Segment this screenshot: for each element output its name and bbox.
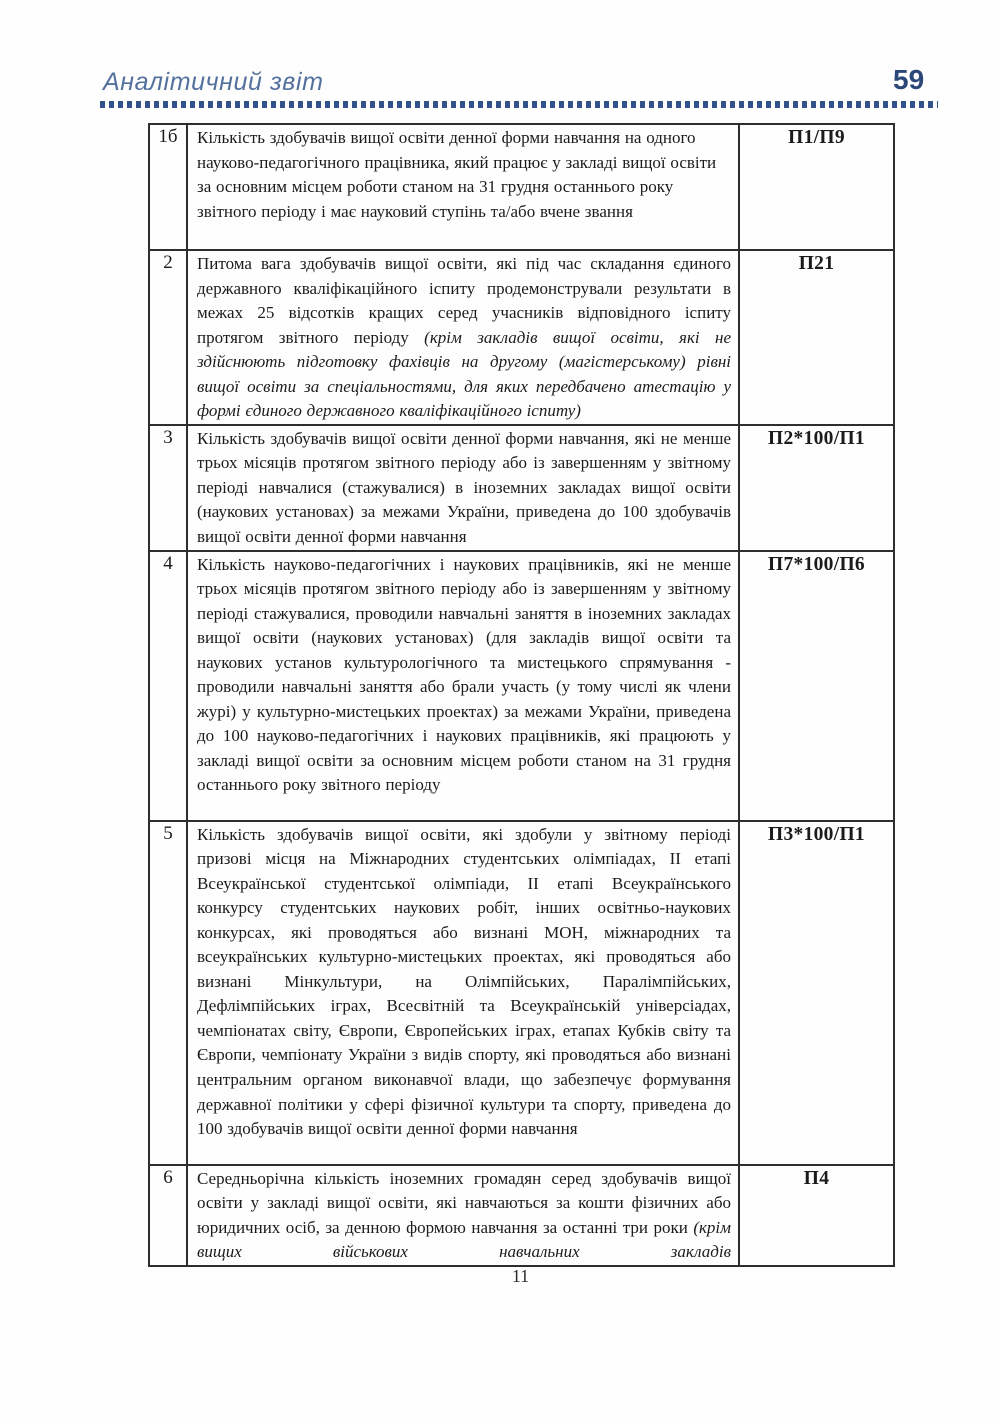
table-row bbox=[149, 425, 894, 551]
row-formula: П1/П9 bbox=[739, 124, 894, 250]
row-number: 4 bbox=[149, 551, 187, 821]
table-row bbox=[149, 821, 894, 1165]
row-description bbox=[187, 551, 739, 821]
description-italic-text: (крім закладів вищої освіти, які не здійснюють підготовку фахівців на другому (магістерському) рівні вищої освіти за спеціальностями, для яких передбачено атестацію у формі єдиного державного кваліфікаційного іспиту) bbox=[197, 327, 732, 421]
table-row bbox=[149, 250, 894, 425]
description-text: Кількість здобувачів вищої освіти денної форми навчання, які не менше трьох місяців протягом звітного періоду або із завершенням у звітному періоді навчалися (стажувалися) в іноземних закладах вищої освіти (наукових установах) за межами України, приведена до 100 здобувачів вищої освіти денної форми навчання bbox=[197, 428, 731, 547]
row-description bbox=[187, 821, 739, 1165]
description-text: Питома вага здобувачів вищої освіти, які під час складання єдиного державного кваліфікаційного іспиту продемонстрували результати в межах 25 відсотків кращих серед учасників відповідного іспиту протягом звітного періоду bbox=[197, 254, 731, 347]
row-number: 5 bbox=[149, 821, 187, 1165]
description-text: Кількість здобувачів вищої освіти денної форми навчання на одного науково-педагогічного працівника, який працює у закладі вищої освіти за основним місцем роботи станом на 31 грудня останнього року звітного періоду і має науковий ступінь та/або вчене звання bbox=[197, 128, 717, 221]
row-formula: П3*100/П1 bbox=[739, 821, 894, 1165]
table-row bbox=[149, 551, 894, 821]
row-description bbox=[187, 1165, 739, 1266]
description-text: Кількість здобувачів вищої освіти, які здобули у звітному періоді призові місця на Міжнародних студентських олімпіадах, ІІ етапі Всеукраїнської студентської олімпіади, ІІ етапі Всеукраїнського конкурсу студентських наукових робіт, інших освітньо-наукових конкурсах, які проводяться або визнані МОН, міжнародних та всеукраїнських культурно-мистецьких проектах, які проводяться або визнані Мінкультури, на Олімпійських, Паралімпійських, Дефлімпійських іграх, Всесвітній та Всеукраїнській універсіадах, чемпіонатах світу, Європи, Європейських іграх, етапах Кубків світу та Європи, чемпіонату України з видів спорту, які проводяться або визнані центральним органом виконавчої влади, що забезпечує формування державної політики у сфері фізичної культури та спорту, приведена до 100 здобувачів вищої освіти денної форми навчання bbox=[197, 824, 731, 1139]
footer-page-number: 11 bbox=[511, 1266, 530, 1286]
row-formula: П21 bbox=[739, 250, 894, 425]
row-description bbox=[187, 250, 739, 425]
row-number: 2 bbox=[149, 250, 187, 425]
indicators-table bbox=[148, 123, 895, 1267]
row-number: 6 bbox=[149, 1165, 187, 1266]
row-description bbox=[187, 124, 739, 250]
description-italic-text: (крім вищих військових навчальних закладів bbox=[197, 1217, 731, 1262]
row-formula: П4 bbox=[739, 1165, 894, 1266]
table-row bbox=[149, 124, 894, 250]
row-formula: П7*100/П6 bbox=[739, 551, 894, 821]
row-number: 3 bbox=[149, 425, 187, 551]
dotted-divider bbox=[100, 101, 938, 108]
description-text: Середньорічна кількість іноземних громадян серед здобувачів вищої освіти у закладі вищої освіти, які навчаються за кошти фізичних або юридичних осіб, за денною формою навчання за останні три роки bbox=[197, 1168, 731, 1237]
header-page-number: 59 bbox=[893, 64, 925, 95]
row-number: 1б bbox=[149, 124, 187, 250]
row-description bbox=[187, 425, 739, 551]
description-text: Кількість науково-педагогічних і наукових працівників, які не менше трьох місяців протягом звітного періоду або із завершенням у звітному періоді стажувалися, проводили навчальні заняття в іноземних закладах вищої освіти (наукових установах) (для закладів вищої освіти та наукових установ культурологічного та мистецького спрямування - проводили навчальні заняття або брали участь (у тому числі як члени журі) у культурно-мистецьких проектах) за межами України, приведена до 100 науково-педагогічних і наукових працівників, які працюють у закладі вищої освіти за основним місцем роботи станом на 31 грудня останнього року звітного періоду bbox=[197, 554, 731, 795]
row-formula: П2*100/П1 bbox=[739, 425, 894, 551]
report-title: Аналітичний звіт bbox=[103, 68, 324, 96]
table-row bbox=[149, 1165, 894, 1266]
